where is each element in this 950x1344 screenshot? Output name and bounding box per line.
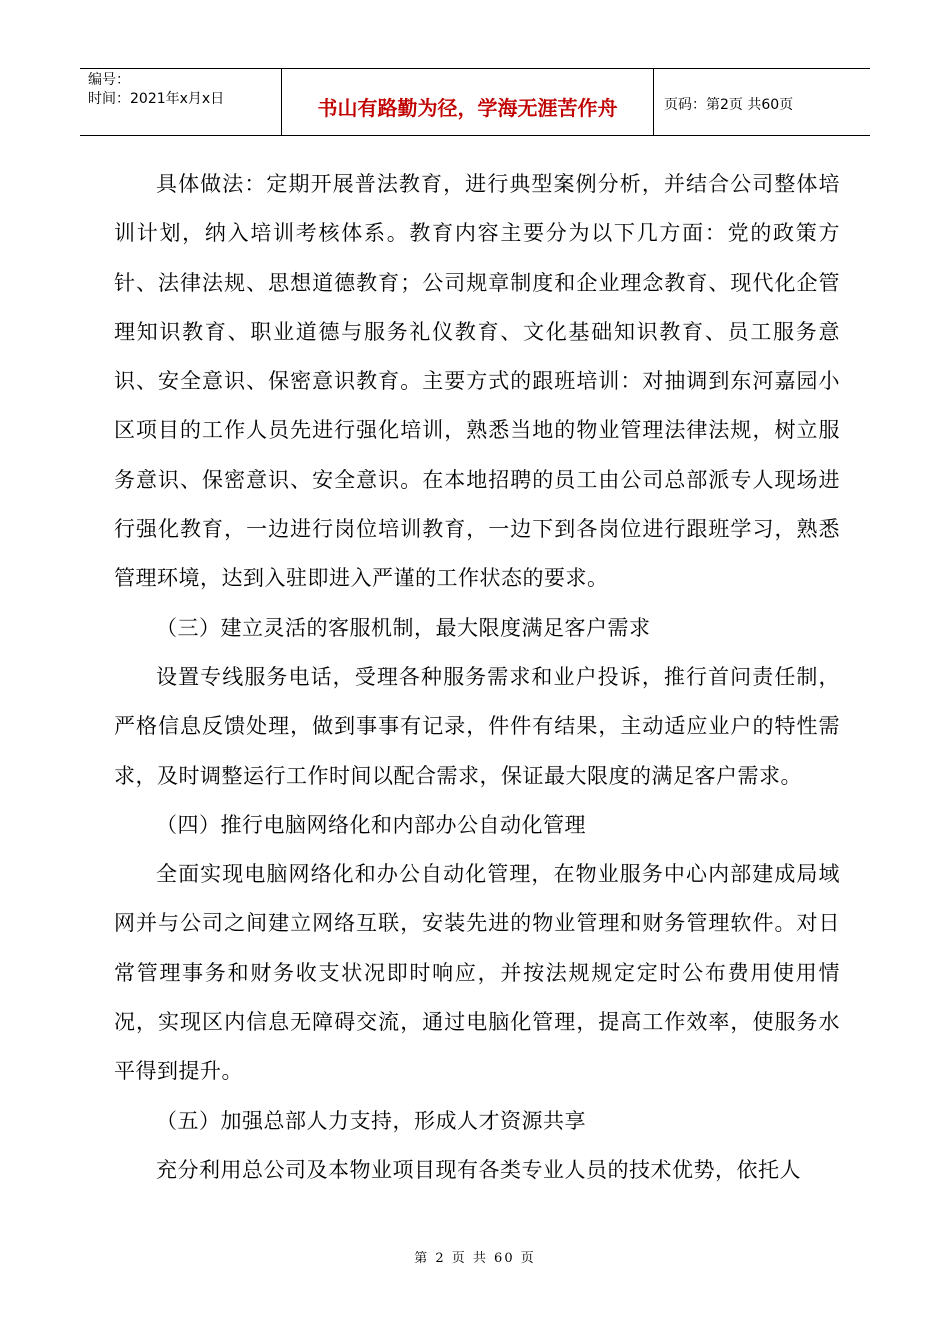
header-motto: 书山有路勤为径，学海无涯苦作舟 xyxy=(317,95,618,120)
header-motto-cell xyxy=(282,69,654,135)
footer-page-number: 第 2 页 共 60 页 xyxy=(414,1251,536,1266)
section-heading-customer-service: （三）建立灵活的客服机制，最大限度满足客户需求 xyxy=(156,615,651,640)
page-header xyxy=(80,68,870,136)
document-number-label: 编号： xyxy=(88,72,130,88)
header-meta xyxy=(80,69,282,135)
paragraph-customer-service: 设置专线服务电话，受理各种服务需求和业户投诉，推行首问责任制，严格信息反馈处理，做到事事有记录，件件有结果，主动适应业户的特性需求，及时调整运行工作时间以配合需求，保证最大限度的满足客户需求。 xyxy=(114,664,840,788)
section-heading-office-automation: （四）推行电脑网络化和内部办公自动化管理 xyxy=(156,812,586,837)
paragraph-hr-support: 充分利用总公司及本物业项目现有各类专业人员的技术优势，依托人 xyxy=(156,1157,801,1182)
header-page-number: 页码：第2页 共60页 xyxy=(664,97,794,113)
paragraph-training-method: 具体做法：定期开展普法教育，进行典型案例分析，并结合公司整体培训计划，纳入培训考核体系。教育内容主要分为以下几方面：党的政策方针、法律法规、思想道德教育；公司规章制度和企业理念教育、现代化企管理知识教育、职业道德与服务礼仪教育、文化基础知识教育、员工服务意识、安全意识、保密意识教育。主要方式的跟班培训：对抽调到东河嘉园小区项目的工作人员先进行强化培训，熟悉当地的物业管理法律法规，树立服务意识、保密意识、安全意识。在本地招聘的员工由公司总部派专人现场进行强化教育，一边进行岗位培训教育，一边下到各岗位进行跟班学习，熟悉管理环境，达到入驻即进入严谨的工作状态的要求。 xyxy=(114,172,840,591)
section-heading-hr-support: （五）加强总部人力支持，形成人才资源共享 xyxy=(156,1108,586,1133)
page-footer xyxy=(0,1247,950,1266)
document-date: 时间：2021年x月x日 xyxy=(88,91,225,107)
paragraph-office-automation: 全面实现电脑网络化和办公自动化管理，在物业服务中心内部建成局域网并与公司之间建立网络互联，安装先进的物业管理和财务管理软件。对日常管理事务和财务收支状况即时响应，并按法规规定定时公布费用使用情况，实现区内信息无障碍交流，通过电脑化管理，提高工作效率，使服务水平得到提升。 xyxy=(114,862,840,1084)
header-page-info xyxy=(654,69,870,135)
document-body xyxy=(114,160,840,1195)
